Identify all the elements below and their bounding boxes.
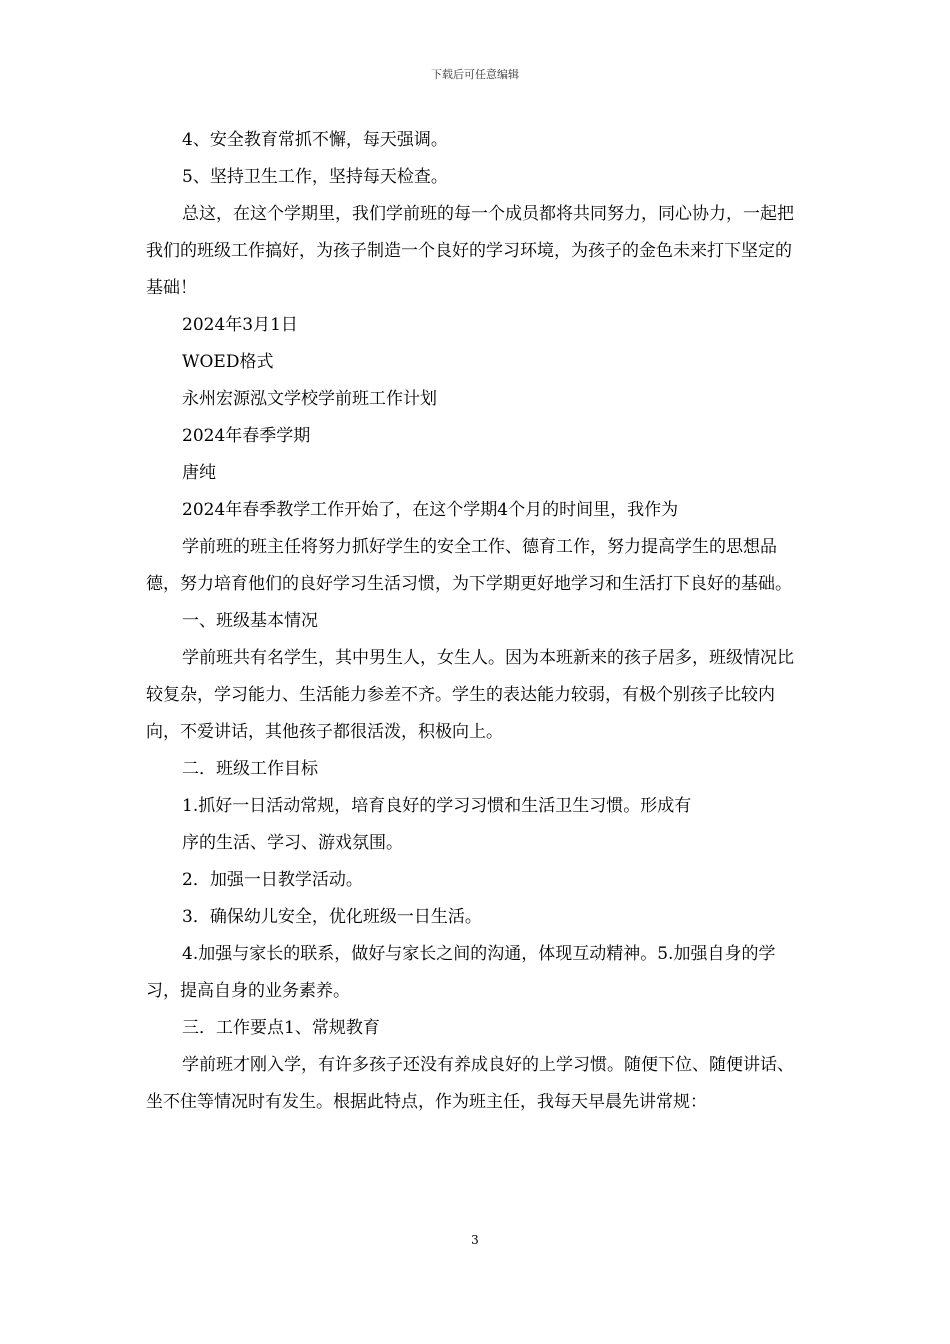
paragraph-format: WOED格式 xyxy=(182,352,274,372)
page-number: 3 xyxy=(471,1233,479,1247)
section-heading-basic-info: 一、班级基本情况 xyxy=(182,611,318,631)
paragraph-date: 2024年3月1日 xyxy=(182,315,298,335)
paragraph-goal-3: 3．确保幼儿安全，优化班级一日生活。 xyxy=(182,907,482,927)
paragraph-hygiene: 5、坚持卫生工作，坚持每天检查。 xyxy=(182,167,448,187)
paragraph-intro-continued: 学前班的班主任将努力抓好学生的安全工作、德育工作，努力提高学生的思想品德，努力培育他们的良好学习生活习惯，为下学期更好地学习和生活打下良好的基础。 xyxy=(146,537,792,594)
paragraph-safety: 4、安全教育常抓不懈，每天强调。 xyxy=(182,130,448,150)
paragraph-goal-1-continued: 序的生活、学习、游戏氛围。 xyxy=(182,833,403,853)
paragraph-semester: 2024年春季学期 xyxy=(182,426,311,446)
paragraph-routine-education: 学前班才刚入学，有许多孩子还没有养成良好的上学习惯。随便下位、随便讲话、坐不住等情况时有发生。根据此特点，作为班主任，我每天早晨先讲常规： xyxy=(146,1055,794,1112)
section-heading-goals: 二．班级工作目标 xyxy=(182,759,318,779)
paragraph-goal-4-5: 4.加强与家长的联系，做好与家长之间的沟通，体现互动精神。5.加强自身的学习，提高自身的业务素养。 xyxy=(146,944,776,1001)
paragraph-class-info: 学前班共有名学生，其中男生人，女生人。因为本班新来的孩子居多，班级情况比较复杂，学习能力、生活能力参差不齐。学生的表达能力较弱，有极个别孩子比较内向，不爱讲话，其他孩子都很活泼，积极向上。 xyxy=(146,648,794,742)
page-header: 下载后可任意编辑 xyxy=(431,68,519,81)
paragraph-plan-title: 永州宏源泓文学校学前班工作计划 xyxy=(182,389,437,409)
paragraph-summary: 总这，在这个学期里，我们学前班的每一个成员都将共同努力，同心协力，一起把我们的班级工作搞好，为孩子制造一个良好的学习环境，为孩子的金色未来打下坚定的基础！ xyxy=(146,204,794,298)
paragraph-goal-2: 2．加强一日教学活动。 xyxy=(182,870,363,890)
section-heading-key-points: 三．工作要点1、常规教育 xyxy=(182,1018,380,1038)
paragraph-author: 唐纯 xyxy=(182,463,216,483)
paragraph-goal-1: 1.抓好一日活动常规，培育良好的学习习惯和生活卫生习惯。形成有 xyxy=(182,796,692,816)
document-body xyxy=(146,122,806,1121)
paragraph-intro: 2024年春季教学工作开始了，在这个学期4个月的时间里，我作为 xyxy=(182,500,679,520)
